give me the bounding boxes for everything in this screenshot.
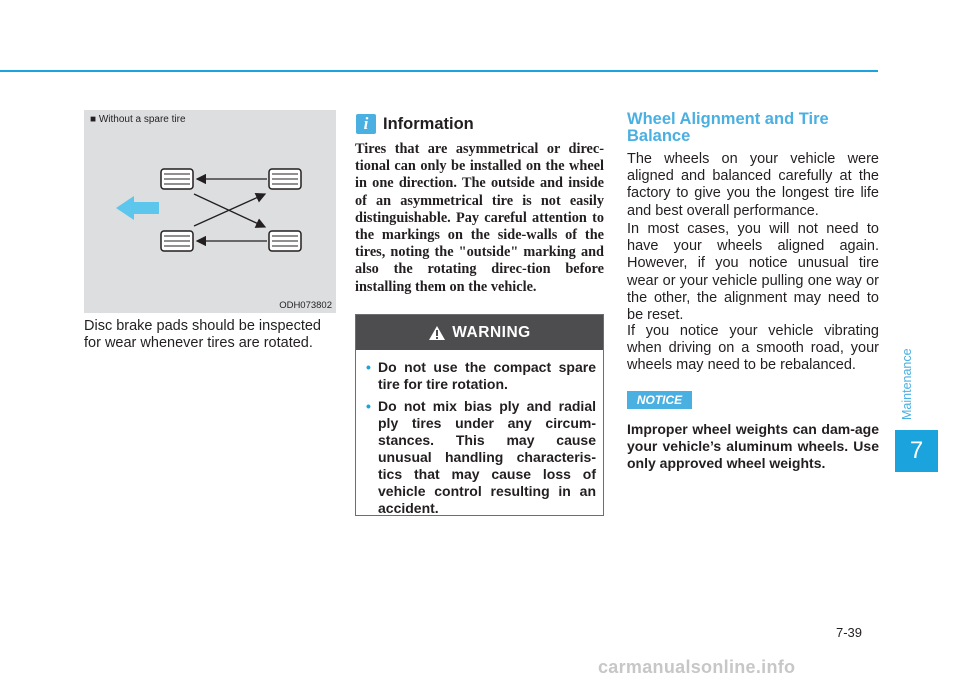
rear-right-tire-icon	[269, 231, 301, 251]
bullet-icon: •	[366, 398, 371, 414]
section-heading: Wheel Alignment and Tire Balance	[627, 110, 829, 145]
tire-rotation-figure	[84, 110, 336, 313]
info-icon: i	[356, 114, 376, 134]
top-rule	[0, 70, 878, 72]
notice-text: Improper wheel weights can dam-age your vehicle’s aluminum wheels. Use only approved wheel weights.	[627, 421, 879, 472]
front-right-tire-icon	[161, 231, 193, 251]
notice-badge: NOTICE	[627, 391, 692, 409]
bullet-icon: •	[366, 359, 371, 375]
warning-triangle-icon	[428, 325, 446, 341]
section-paragraph: If you notice your vehicle vibrating when driving on a smooth road, your wheels may need to be rebalanced.	[627, 323, 879, 374]
warning-item	[366, 398, 596, 517]
warning-header	[356, 315, 603, 350]
warning-item-text: Do not mix bias ply and radial ply tires under any circum-stances. This may cause unusual handling characteris-tics that may cause loss of vehicle control resulting in an accident.	[378, 398, 596, 516]
figure-code: ODH073802	[279, 300, 332, 311]
warning-item	[366, 359, 596, 393]
warning-title: WARNING	[452, 323, 531, 341]
figure-caption: ■ Without a spare tire	[90, 114, 186, 125]
warning-item-text: Do not use the compact spare tire for tire rotation.	[378, 359, 596, 392]
disc-brake-paragraph: Disc brake pads should be inspected for wear whenever tires are rotated.	[84, 318, 321, 351]
page-number: 7-39	[836, 625, 863, 640]
section-paragraph: In most cases, you will not need to have your wheels aligned again. However, if you notice unusual tire wear or your vehicle pulling one way or the other, the alignment may need to be reset.	[627, 221, 879, 324]
tire-rotation-diagram	[84, 110, 336, 313]
warning-box	[355, 314, 604, 516]
chapter-side-label: Maintenance	[900, 348, 914, 420]
watermark: carmanualsonline.info	[598, 657, 796, 677]
front-left-tire-icon	[161, 169, 193, 189]
section-paragraph: The wheels on your vehicle were aligned and balanced carefully at the factory to give you the longest tire life and best overall performance.	[627, 151, 879, 219]
chapter-number-tab[interactable]: 7	[895, 430, 938, 472]
information-title: Information	[383, 115, 474, 133]
warning-list	[356, 350, 603, 517]
rear-left-tire-icon	[269, 169, 301, 189]
forward-direction-arrow-icon	[116, 196, 159, 220]
information-body: Tires that are asymmetrical or direc-tional can only be installed on the wheel in one direction. The outside and inside of an asymmetrical tire is not easily distinguishable. Pay careful attention to the markings on the side-walls of the tires, noting the "outside" marking and also the rotating direc-tion before installing them on the vehicle.	[355, 141, 604, 295]
rotation-arrows	[194, 179, 267, 241]
